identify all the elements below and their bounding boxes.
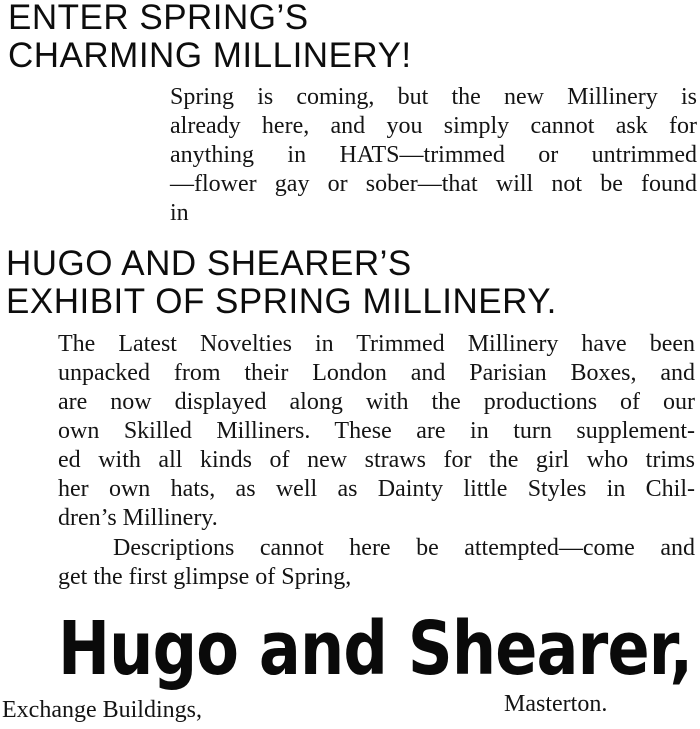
body-paragraph — [58, 330, 695, 533]
intro-paragraph — [170, 83, 697, 228]
closing-line: get the first glimpse of Spring, — [58, 564, 352, 590]
body-line: ed with all kinds of new straws for the girl who trims — [58, 447, 695, 473]
intro-line: already here, and you simply cannot ask for — [170, 113, 697, 139]
intro-line: in — [170, 200, 189, 226]
brand-name: Hugo and Shearer, — [58, 606, 693, 692]
body-line: her own hats, as well as Dainty little Styles in Chil- — [58, 476, 695, 502]
intro-line: anything in HATS—trimmed or untrimmed — [170, 142, 697, 168]
headline-enter-spring-line-2: CHARMING MILLINERY! — [8, 36, 412, 75]
body-line: dren’s Millinery. — [58, 505, 218, 531]
headline-hugo-shearer-line-1: HUGO AND SHEARER’S — [6, 244, 412, 283]
intro-line: —flower gay or sober—that will not be found — [170, 171, 697, 197]
address-masterton: Masterton. — [504, 691, 608, 717]
headline-hugo-shearer-line-2: EXHIBIT OF SPRING MILLINERY. — [6, 282, 557, 321]
headline-enter-spring-line-1: ENTER SPRING’S — [8, 0, 309, 37]
address-exchange-buildings: Exchange Buildings, — [2, 697, 202, 723]
body-line: unpacked from their London and Parisian Boxes, and — [58, 360, 695, 386]
body-line: The Latest Novelties in Trimmed Millinery have been — [58, 331, 695, 357]
body-line: own Skilled Milliners. These are in turn supplement- — [58, 418, 695, 444]
closing-line: Descriptions cannot here be attempted—come and — [113, 535, 695, 561]
closing-paragraph — [58, 534, 695, 592]
intro-line: Spring is coming, but the new Millinery is — [170, 84, 697, 110]
body-line: are now displayed along with the productions of our — [58, 389, 695, 415]
